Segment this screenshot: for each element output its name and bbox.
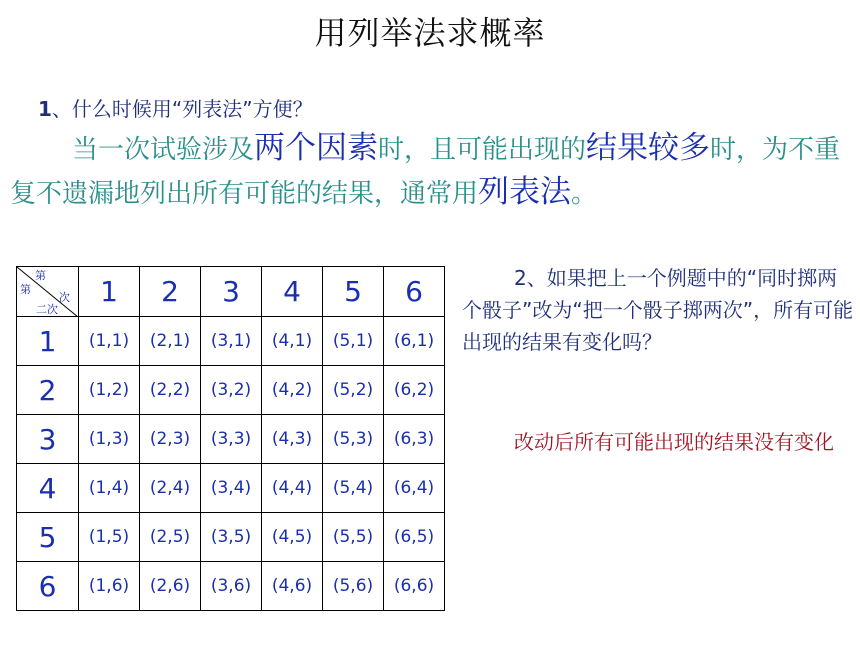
para-highlight-two-factors: 两个因素 <box>254 130 379 166</box>
table-cell: (1,3) <box>79 415 140 464</box>
column-header: 6 <box>384 267 445 317</box>
column-header: 2 <box>140 267 201 317</box>
table-cell: (1,4) <box>79 464 140 513</box>
table-cell: (4,1) <box>262 317 323 366</box>
table-cell: (6,4) <box>384 464 445 513</box>
row-header: 1 <box>17 317 79 366</box>
table-header-row <box>17 267 445 317</box>
table-corner-cell <box>17 267 79 317</box>
corner-label-first-a: 第 <box>35 269 46 282</box>
table-cell: (3,1) <box>201 317 262 366</box>
table-cell: (5,6) <box>323 562 384 611</box>
table-cell: (3,4) <box>201 464 262 513</box>
table-cell: (2,4) <box>140 464 201 513</box>
question-1-number: 1 <box>38 97 52 121</box>
answer-text: 改动后所有可能出现的结果没有变化 <box>514 430 834 454</box>
column-header: 5 <box>323 267 384 317</box>
para-text-1: 当一次试验涉及 <box>72 135 255 165</box>
column-header: 3 <box>201 267 262 317</box>
table-cell: (3,6) <box>201 562 262 611</box>
table-cell: (4,5) <box>262 513 323 562</box>
table-row <box>17 513 445 562</box>
question-2 <box>462 262 854 358</box>
row-header: 3 <box>17 415 79 464</box>
table-cell: (5,4) <box>323 464 384 513</box>
table-cell: (1,6) <box>79 562 140 611</box>
row-header: 5 <box>17 513 79 562</box>
answer-text-block <box>462 426 854 458</box>
question-2-text: 2、如果把上一个例题中的“同时掷两个骰子”改为“把一个骰子掷两次”，所有可能出现的结果有变化吗？ <box>462 266 854 354</box>
table-cell: (5,5) <box>323 513 384 562</box>
table-cell: (3,2) <box>201 366 262 415</box>
outcome-table <box>16 266 445 611</box>
table-cell: (4,2) <box>262 366 323 415</box>
column-header: 4 <box>262 267 323 317</box>
table-cell: (2,5) <box>140 513 201 562</box>
table-cell: (5,2) <box>323 366 384 415</box>
table-cell: (6,2) <box>384 366 445 415</box>
table-cell: (2,1) <box>140 317 201 366</box>
table-cell: (1,2) <box>79 366 140 415</box>
table-cell: (3,3) <box>201 415 262 464</box>
slide-title: 用列举法求概率 <box>314 14 546 52</box>
table-cell: (5,1) <box>323 317 384 366</box>
table-cell: (4,3) <box>262 415 323 464</box>
table-cell: (2,2) <box>140 366 201 415</box>
table-cell: (6,6) <box>384 562 445 611</box>
table-cell: (4,4) <box>262 464 323 513</box>
column-header: 1 <box>79 267 140 317</box>
table-cell: (1,5) <box>79 513 140 562</box>
para-text-3: 时，为不重复不遗漏地列出所有可能的结果，通常用 <box>10 135 841 209</box>
table-cell: (5,3) <box>323 415 384 464</box>
table-cell: (6,5) <box>384 513 445 562</box>
corner-label-second-b: 二次 <box>36 303 58 316</box>
explanation-paragraph <box>10 127 855 215</box>
table-row <box>17 366 445 415</box>
table-cell: (1,1) <box>79 317 140 366</box>
table-cell: (2,3) <box>140 415 201 464</box>
corner-label-first-b: 次 <box>59 291 70 304</box>
row-header: 6 <box>17 562 79 611</box>
table-row <box>17 562 445 611</box>
table-cell: (6,3) <box>384 415 445 464</box>
row-header: 2 <box>17 366 79 415</box>
table-cell: (4,6) <box>262 562 323 611</box>
table-row <box>17 464 445 513</box>
para-text-4: 。 <box>571 179 598 209</box>
row-header: 4 <box>17 464 79 513</box>
para-highlight-list-method: 列表法 <box>478 174 572 210</box>
table-row <box>17 317 445 366</box>
table-cell: (3,5) <box>201 513 262 562</box>
table-row <box>17 415 445 464</box>
question-1 <box>38 93 313 122</box>
table-cell: (6,1) <box>384 317 445 366</box>
para-text-2: 时，且可能出现的 <box>378 135 587 165</box>
corner-label-second-a: 第 <box>20 283 31 296</box>
para-highlight-many-results: 结果较多 <box>586 130 711 166</box>
table-cell: (2,6) <box>140 562 201 611</box>
question-1-text: 、什么时候用“列表法”方便？ <box>51 97 313 121</box>
